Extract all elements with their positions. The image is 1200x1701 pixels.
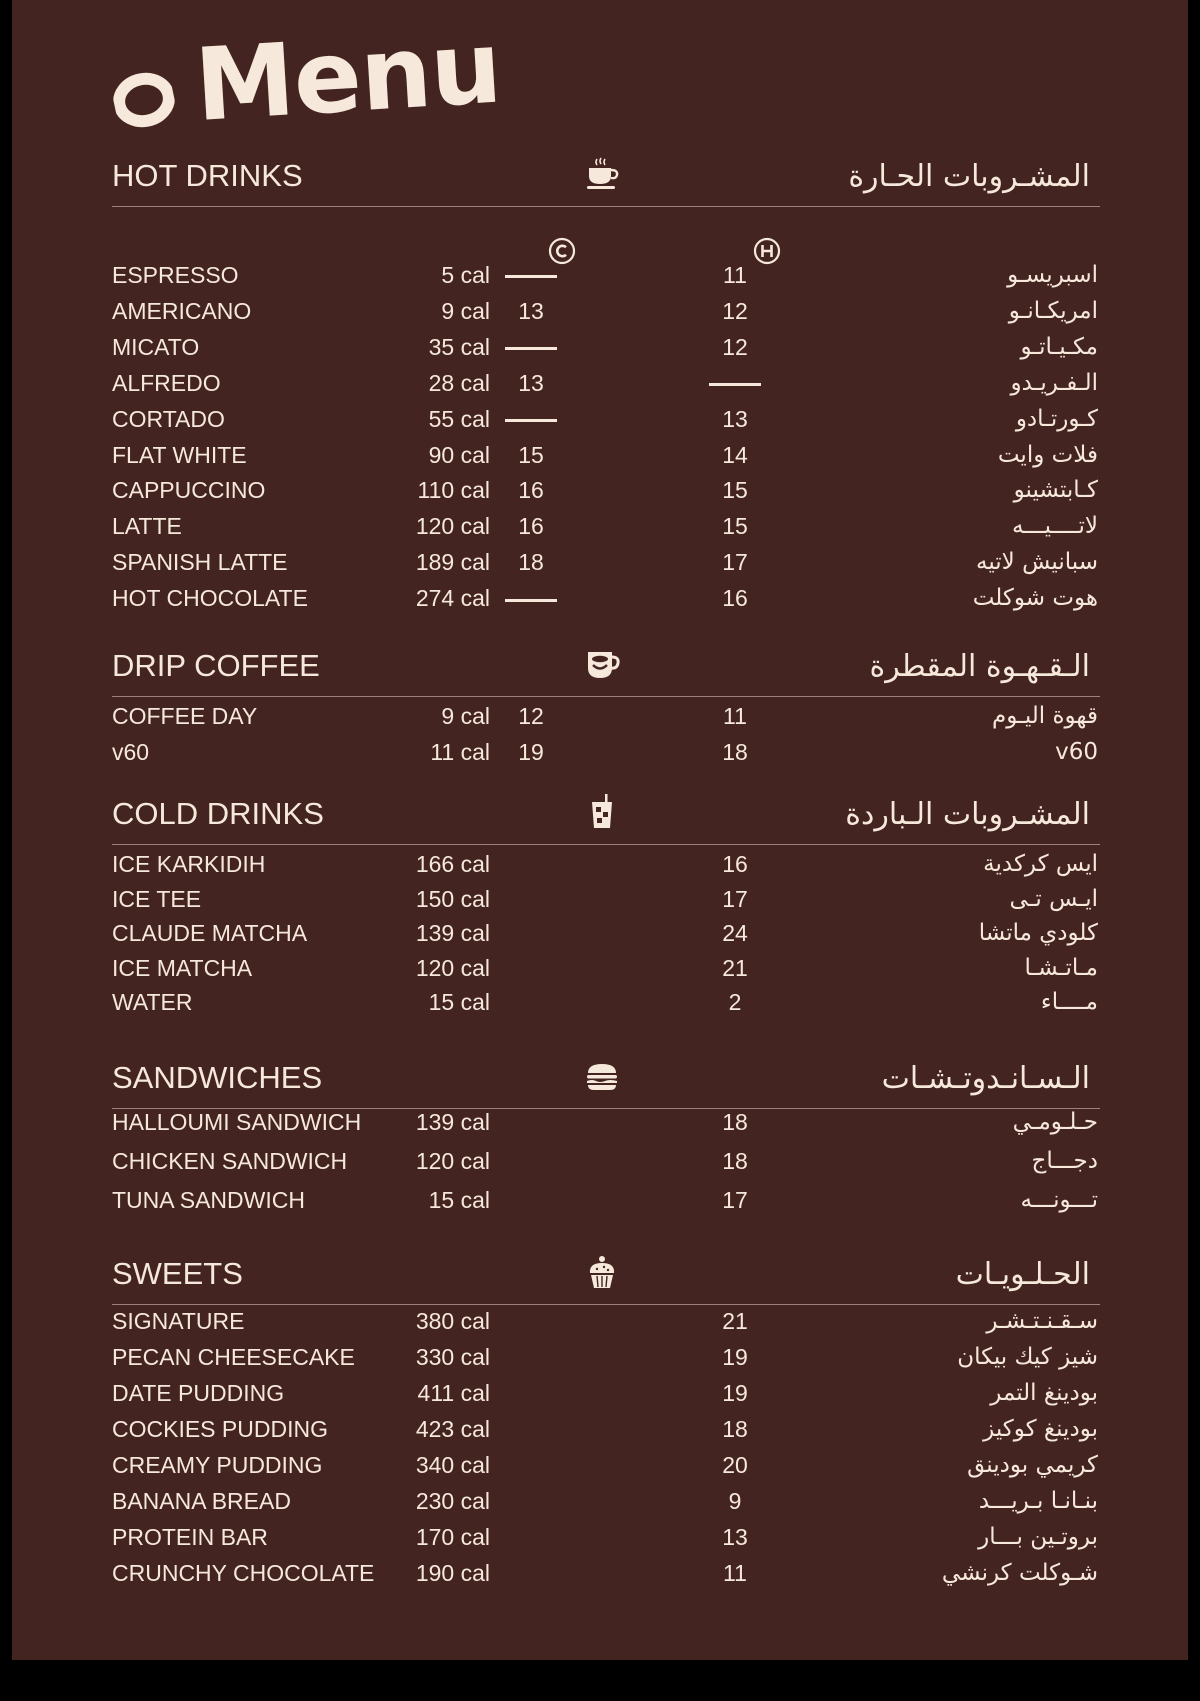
section-title-en: COLD DRINKS bbox=[112, 796, 324, 831]
item-calories: 189 cal bbox=[415, 549, 490, 576]
section-title-ar: المشـروبات الحـارة bbox=[848, 159, 1090, 194]
hot-price: 12 bbox=[722, 333, 748, 360]
section-title-en: SWEETS bbox=[112, 1256, 243, 1291]
item-calories: 380 cal bbox=[415, 1308, 490, 1334]
menu-item-row bbox=[112, 1183, 1100, 1217]
item-name-ar: الـفـريـدو bbox=[1010, 369, 1098, 396]
section-title-ar: الـقـهـوة المقطرة bbox=[869, 649, 1090, 684]
hot-price: 12 bbox=[722, 297, 748, 324]
menu-item-row bbox=[112, 366, 1100, 400]
item-name-ar: ايـس تـى bbox=[1009, 885, 1098, 912]
item-calories: 330 cal bbox=[415, 1344, 490, 1370]
menu-item-row bbox=[112, 1412, 1100, 1446]
item-name-ar: مكـيـاتـو bbox=[1020, 333, 1098, 360]
menu-item-row bbox=[112, 1556, 1100, 1590]
section-header-sandwiches bbox=[112, 1062, 1100, 1109]
item-name-ar: كـورتـادو bbox=[1015, 405, 1098, 432]
item-calories: 28 cal bbox=[428, 369, 490, 396]
cold-price: 13 bbox=[518, 297, 544, 324]
item-name-ar: قهوة اليـوم bbox=[991, 703, 1098, 729]
cold-price: 16 bbox=[518, 477, 544, 504]
item-name-ar: امريكـانـو bbox=[1008, 297, 1098, 324]
section-header-sweets bbox=[112, 1258, 1100, 1305]
item-calories: 120 cal bbox=[415, 1148, 490, 1174]
hot-price: 11 bbox=[723, 703, 747, 729]
item-name-en: SPANISH LATTE bbox=[112, 549, 288, 576]
item-calories: 90 cal bbox=[428, 441, 490, 468]
item-calories: 9 cal bbox=[441, 297, 490, 324]
menu-item-row bbox=[112, 951, 1100, 985]
menu-item-row bbox=[112, 1304, 1100, 1338]
item-name-ar: بودينغ التمر bbox=[990, 1380, 1098, 1406]
item-calories: 170 cal bbox=[415, 1524, 490, 1550]
item-name-en: ICE MATCHA bbox=[112, 954, 253, 981]
hot-price: 17 bbox=[722, 549, 748, 576]
menu-item-row bbox=[112, 916, 1100, 950]
item-calories: 411 cal bbox=[417, 1380, 490, 1406]
item-name-ar: كلودي ماتشا bbox=[978, 920, 1098, 946]
item-calories: 150 cal bbox=[415, 885, 490, 912]
cold-price-unavailable bbox=[499, 330, 563, 364]
item-name-en: COFFEE DAY bbox=[112, 703, 258, 729]
item-name-ar: مــــاء bbox=[1040, 989, 1098, 1015]
menu-item-row bbox=[112, 1376, 1100, 1410]
menu-item-row bbox=[112, 438, 1100, 472]
item-name-en: HALLOUMI SANDWICH bbox=[112, 1109, 362, 1135]
cold-price: 12 bbox=[518, 703, 544, 729]
item-name-ar: بودينغ كوكيز bbox=[983, 1416, 1098, 1442]
item-name-en: SIGNATURE bbox=[112, 1308, 245, 1334]
item-name-ar: هوت شوكلت bbox=[972, 585, 1098, 612]
section-header-cold-drinks bbox=[112, 798, 1100, 845]
section-title-en: HOT DRINKS bbox=[112, 158, 303, 193]
hot-price: 18 bbox=[722, 739, 748, 765]
item-calories: 230 cal bbox=[415, 1488, 490, 1514]
item-name-en: CREAMY PUDDING bbox=[112, 1452, 323, 1478]
item-name-en: PECAN CHEESECAKE bbox=[112, 1344, 355, 1370]
section-title-ar: المشـروبات الـباردة bbox=[845, 797, 1090, 832]
iced-drink-icon bbox=[584, 794, 620, 830]
item-calories: 139 cal bbox=[415, 920, 490, 946]
item-calories: 35 cal bbox=[428, 333, 490, 360]
item-name-ar: دجـــاج bbox=[1031, 1148, 1098, 1174]
menu-item-row bbox=[112, 847, 1100, 881]
item-name-en: BANANA BREAD bbox=[112, 1488, 291, 1514]
hot-price: 17 bbox=[722, 885, 748, 912]
hot-price: 14 bbox=[722, 441, 748, 468]
item-name-ar: ايس كركدية bbox=[983, 851, 1098, 877]
item-name-en: MICATO bbox=[112, 333, 200, 360]
hot-price: 21 bbox=[722, 1308, 748, 1334]
item-name-ar: فلات وايت bbox=[997, 441, 1098, 468]
item-name-en: CAPPUCCINO bbox=[112, 477, 266, 504]
cold-price: 18 bbox=[518, 549, 544, 576]
hot-price-unavailable bbox=[699, 366, 771, 400]
item-calories: 9 cal bbox=[441, 703, 490, 729]
item-calories: 55 cal bbox=[428, 405, 490, 432]
hot-price: 9 bbox=[728, 1488, 742, 1514]
hot-price: 18 bbox=[722, 1109, 748, 1135]
section-title-ar: الحـلـويـات bbox=[955, 1257, 1090, 1292]
menu-item-row bbox=[112, 402, 1100, 436]
cold-price: 13 bbox=[518, 369, 544, 396]
menu-item-row bbox=[112, 1144, 1100, 1178]
coffee-mug-icon bbox=[584, 646, 620, 682]
item-name-ar: v60 bbox=[1055, 739, 1098, 765]
item-name-en: CRUNCHY CHOCOLATE bbox=[112, 1560, 375, 1586]
item-name-ar: سـقـنـتـشـر bbox=[986, 1308, 1098, 1334]
cold-price: 16 bbox=[518, 513, 544, 540]
menu-item-row bbox=[112, 735, 1100, 769]
burger-icon bbox=[584, 1058, 620, 1094]
menu-item-row bbox=[112, 581, 1100, 615]
hot-price: 20 bbox=[722, 1452, 748, 1478]
hot-price: 19 bbox=[722, 1344, 748, 1370]
hot-price: 16 bbox=[722, 851, 748, 877]
hot-price: 18 bbox=[722, 1148, 748, 1174]
item-calories: 11 cal bbox=[430, 739, 490, 765]
item-name-ar: شـوكلت كرنشي bbox=[941, 1560, 1098, 1586]
hot-price: 18 bbox=[722, 1416, 748, 1442]
item-name-ar: سبانيش لاتيه bbox=[976, 549, 1098, 576]
section-title-en: SANDWICHES bbox=[112, 1060, 323, 1095]
item-calories: 15 cal bbox=[428, 1187, 490, 1213]
cold-price: 15 bbox=[518, 441, 544, 468]
hot-price: 24 bbox=[722, 920, 748, 946]
section-title-en: DRIP COFFEE bbox=[112, 648, 320, 683]
item-name-en: FLAT WHITE bbox=[112, 441, 247, 468]
menu-item-row bbox=[112, 509, 1100, 543]
hot-price: 19 bbox=[722, 1380, 748, 1406]
item-name-ar: لاتــــيـــه bbox=[1012, 513, 1098, 540]
menu-item-row bbox=[112, 258, 1100, 292]
item-calories: 190 cal bbox=[415, 1560, 490, 1586]
item-name-en: CORTADO bbox=[112, 405, 225, 432]
item-name-en: CHICKEN SANDWICH bbox=[112, 1148, 348, 1174]
item-name-ar: بنـانـا بـريـــد bbox=[978, 1488, 1098, 1514]
item-name-en: ICE KARKIDIH bbox=[112, 851, 266, 877]
cold-price-unavailable bbox=[499, 581, 563, 615]
menu-item-row bbox=[112, 294, 1100, 328]
item-name-en: AMERICANO bbox=[112, 297, 252, 324]
item-name-en: PROTEIN BAR bbox=[112, 1524, 268, 1550]
item-calories: 423 cal bbox=[415, 1416, 490, 1442]
hot-price: 11 bbox=[723, 262, 747, 288]
menu-item-row bbox=[112, 1520, 1100, 1554]
item-name-ar: كـابتشينو bbox=[1013, 477, 1098, 504]
brand-logo-icon bbox=[108, 64, 179, 135]
item-name-en: COCKIES PUDDING bbox=[112, 1416, 328, 1442]
item-calories: 120 cal bbox=[415, 513, 490, 540]
item-name-ar: شيز كيك بيكان bbox=[957, 1344, 1098, 1370]
menu-item-row bbox=[112, 699, 1100, 733]
cold-price-unavailable bbox=[499, 402, 563, 436]
hot-price: 13 bbox=[722, 1524, 748, 1550]
item-calories: 166 cal bbox=[415, 851, 490, 877]
section-header-hot-drinks bbox=[112, 160, 1100, 207]
item-name-en: LATTE bbox=[112, 513, 182, 540]
item-calories: 15 cal bbox=[428, 989, 490, 1015]
menu-item-row bbox=[112, 545, 1100, 579]
item-calories: 139 cal bbox=[415, 1109, 490, 1135]
menu-board bbox=[12, 0, 1188, 1660]
page-title: Menu bbox=[191, 8, 505, 145]
menu-item-row bbox=[112, 473, 1100, 507]
item-name-ar: اسبريسـو bbox=[1007, 262, 1098, 288]
hot-cup-icon bbox=[584, 156, 620, 192]
hot-price: 2 bbox=[728, 989, 742, 1015]
section-header-drip-coffee bbox=[112, 650, 1100, 697]
item-name-en: TUNA SANDWICH bbox=[112, 1187, 305, 1213]
item-name-ar: بروتـين بـــار bbox=[978, 1524, 1098, 1550]
item-calories: 274 cal bbox=[415, 585, 490, 612]
menu-item-row bbox=[112, 1448, 1100, 1482]
item-name-en: DATE PUDDING bbox=[112, 1380, 285, 1406]
item-name-en: WATER bbox=[112, 989, 193, 1015]
item-calories: 5 cal bbox=[441, 262, 490, 288]
item-name-en: ESPRESSO bbox=[112, 262, 239, 288]
hot-price: 15 bbox=[722, 477, 748, 504]
item-name-en: HOT CHOCOLATE bbox=[112, 585, 308, 612]
item-name-ar: تـــونـــه bbox=[1020, 1187, 1098, 1213]
item-name-ar: حـلـومـي bbox=[1012, 1109, 1098, 1135]
menu-item-row bbox=[112, 330, 1100, 364]
cold-price: 19 bbox=[518, 739, 544, 765]
hot-price: 21 bbox=[722, 954, 748, 981]
menu-item-row bbox=[112, 882, 1100, 916]
menu-item-row bbox=[112, 1484, 1100, 1518]
item-calories: 110 cal bbox=[417, 477, 490, 504]
item-name-en: ICE TEE bbox=[112, 885, 202, 912]
item-name-ar: مـاتـشـا bbox=[1024, 954, 1098, 981]
hot-price: 15 bbox=[722, 513, 748, 540]
hot-price: 13 bbox=[722, 405, 748, 432]
cupcake-icon bbox=[584, 1254, 620, 1290]
item-name-en: CLAUDE MATCHA bbox=[112, 920, 308, 946]
menu-item-row bbox=[112, 985, 1100, 1019]
item-name-ar: كريمي بودينق bbox=[967, 1452, 1098, 1478]
item-calories: 340 cal bbox=[415, 1452, 490, 1478]
item-calories: 120 cal bbox=[415, 954, 490, 981]
menu-item-row bbox=[112, 1340, 1100, 1374]
hot-price: 16 bbox=[722, 585, 748, 612]
section-title-ar: الـسـانـدوتـشـات bbox=[881, 1061, 1090, 1096]
menu-item-row bbox=[112, 1105, 1100, 1139]
item-name-en: ALFREDO bbox=[112, 369, 221, 396]
hot-price: 11 bbox=[723, 1560, 747, 1586]
item-name-en: v60 bbox=[112, 739, 150, 765]
cold-price-unavailable bbox=[499, 258, 563, 292]
hot-price: 17 bbox=[722, 1187, 748, 1213]
